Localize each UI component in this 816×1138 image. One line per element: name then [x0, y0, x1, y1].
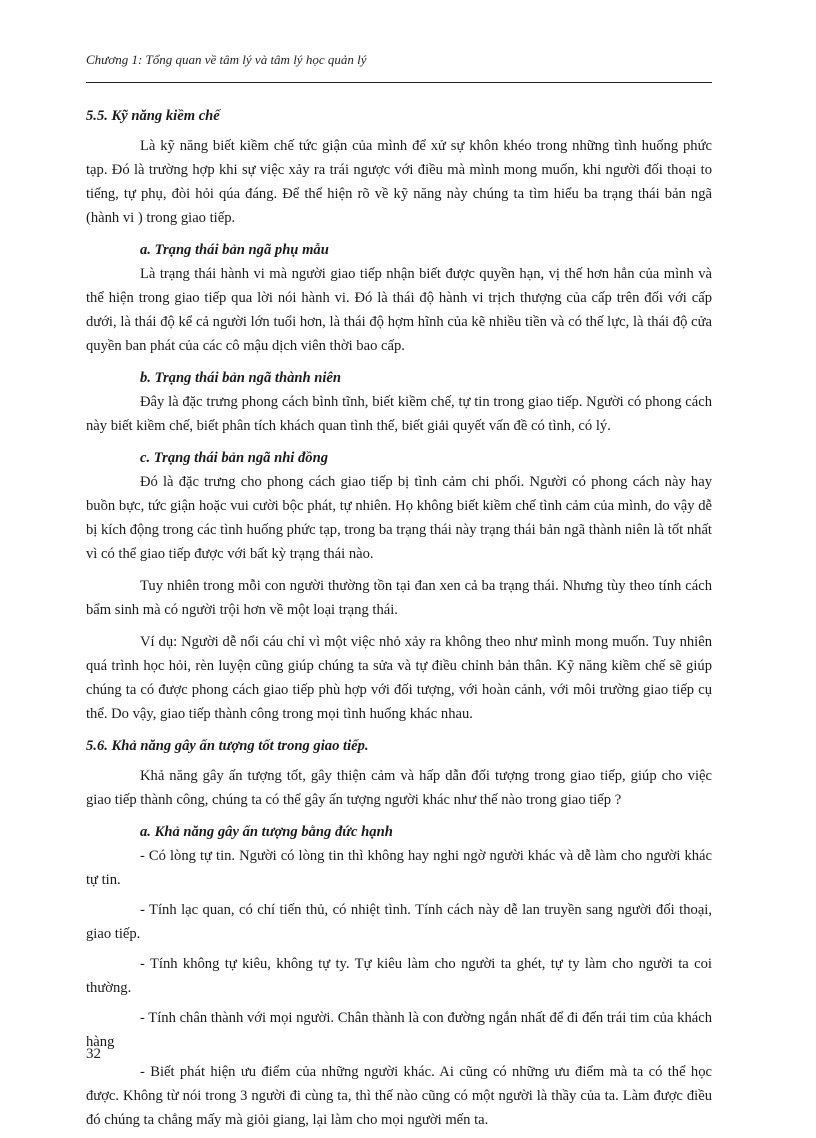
paragraph: Là kỹ năng biết kiềm chế tức giận của mình để xử sự khôn khéo trong những tình huống phức tạp. Đó là trường hợp khi sự việc xảy ra trái ngược với điều mà mình mong muốn, khi người đối thoại to tiếng, tự phụ, đòi hỏi qúa đáng. Để thể hiện rõ về kỹ năng này chúng ta tìm hiểu ba trạng thái bản ngã (hành vi ) trong giao tiếp. — [86, 138, 712, 226]
section-heading-5-6: 5.6. Khả năng gây ấn tượng tốt trong giao tiếp. — [86, 738, 369, 754]
page-content — [86, 104, 712, 1138]
subheading-b: b. Trạng thái bản ngã thành niên — [140, 370, 342, 386]
paragraph: Tuy nhiên trong mỗi con người thường tồn tại đan xen cả ba trạng thái. Nhưng tùy theo tính cách bẩm sinh mà có người trội hơn về một loại trạng thái. — [86, 578, 712, 618]
bullet-item: - Tính không tự kiêu, không tự ty. Tự kiêu làm cho người ta ghét, tự ty làm cho người ta coi thường. — [86, 956, 712, 996]
header-divider — [86, 82, 712, 83]
section-heading-5-5: 5.5. Kỹ năng kiềm chế — [86, 108, 220, 124]
subheading-a-virtue: a. Khả năng gây ấn tượng bằng đức hạnh — [140, 824, 393, 840]
example-paragraph: Ví dụ: Người dễ nổi cáu chỉ vì một việc nhỏ xảy ra không theo như mình mong muốn. Tuy nhiên quá trình học hỏi, rèn luyện cũng giúp chúng ta sửa và tự điều chỉnh bản thân. Kỹ năng kiềm chế sẽ giúp chúng ta có được phong cách giao tiếp phù hợp với đối tượng, với hoàn cảnh, với môi trường giao tiếp cụ thể. Do vậy, giao tiếp thành công trong mọi tình huống khác nhau. — [86, 634, 712, 722]
subheading-a: a. Trạng thái bản ngã phụ mẫu — [140, 242, 329, 258]
paragraph: Đó là đặc trưng cho phong cách giao tiếp bị tình cảm chi phối. Người có phong cách này hay buồn bực, tức giận hoặc vui cười bộc phát, tự nhiên. Họ không biết kiềm chế tình cảm của mình, do vậy dễ bị kích động trong các tình huống phức tạp, trong ba trạng thái này trạng thái bản ngã thành niên là tốt nhất vì có thể giao tiếp được với bất kỳ trạng thái nào. — [86, 474, 712, 562]
bullet-item: - Có lòng tự tin. Người có lòng tin thì không hay nghi ngờ người khác và dễ làm cho người khác tự tin. — [86, 848, 712, 888]
subheading-c: c. Trạng thái bản ngã nhi đồng — [140, 450, 329, 466]
bullet-item: - Biết phát hiện ưu điểm của những người khác. Ai cũng có những ưu điểm mà ta có thể học được. Không từ nói trong 3 người đi cùng ta, thì thế nào cũng có một người là thầy của ta. Làm được điều đó chúng ta chẳng mấy mà giỏi giang, lại làm cho mọi người mến ta. — [86, 1064, 712, 1128]
paragraph: Khả năng gây ấn tượng tốt, gây thiện cảm và hấp dẫn đối tượng trong giao tiếp, giúp cho việc giao tiếp thành công, chúng ta có thể gây ấn tượng người khác như thế nào trong giao tiếp ? — [86, 768, 712, 808]
bullet-item: - Tính chân thành với mọi người. Chân thành là con đường ngắn nhất để đi đến trái tim của khách hàng — [86, 1010, 712, 1050]
paragraph: Là trạng thái hành vi mà người giao tiếp nhận biết được quyền hạn, vị thế hơn hẳn của mình và thể hiện trong giao tiếp qua lời nói hành vi. Đó là thái độ hành vi trịch thượng của cấp trên đối với cấp dưới, là thái độ kể cả người lớn tuổi hơn, là thái độ hợm hĩnh của kẽ nhiều tiền và có thế lực, là thái độ cửa quyền ban phát của các cô mậu dịch viên thời bao cấp. — [86, 266, 712, 354]
page-number: 32 — [86, 1046, 101, 1062]
paragraph: Đây là đặc trưng phong cách bình tĩnh, biết kiềm chế, tự tin trong giao tiếp. Người có phong cách này biết kiềm chế, biết phân tích khách quan tình thế, biết giải quyết vấn đề có tình, có lý. — [86, 394, 712, 434]
bullet-item: - Tính lạc quan, có chí tiến thủ, có nhiệt tình. Tính cách này dễ lan truyền sang người đối thoại, giao tiếp. — [86, 902, 712, 942]
running-header: Chương 1: Tổng quan về tâm lý và tâm lý học quản lý — [86, 52, 367, 67]
